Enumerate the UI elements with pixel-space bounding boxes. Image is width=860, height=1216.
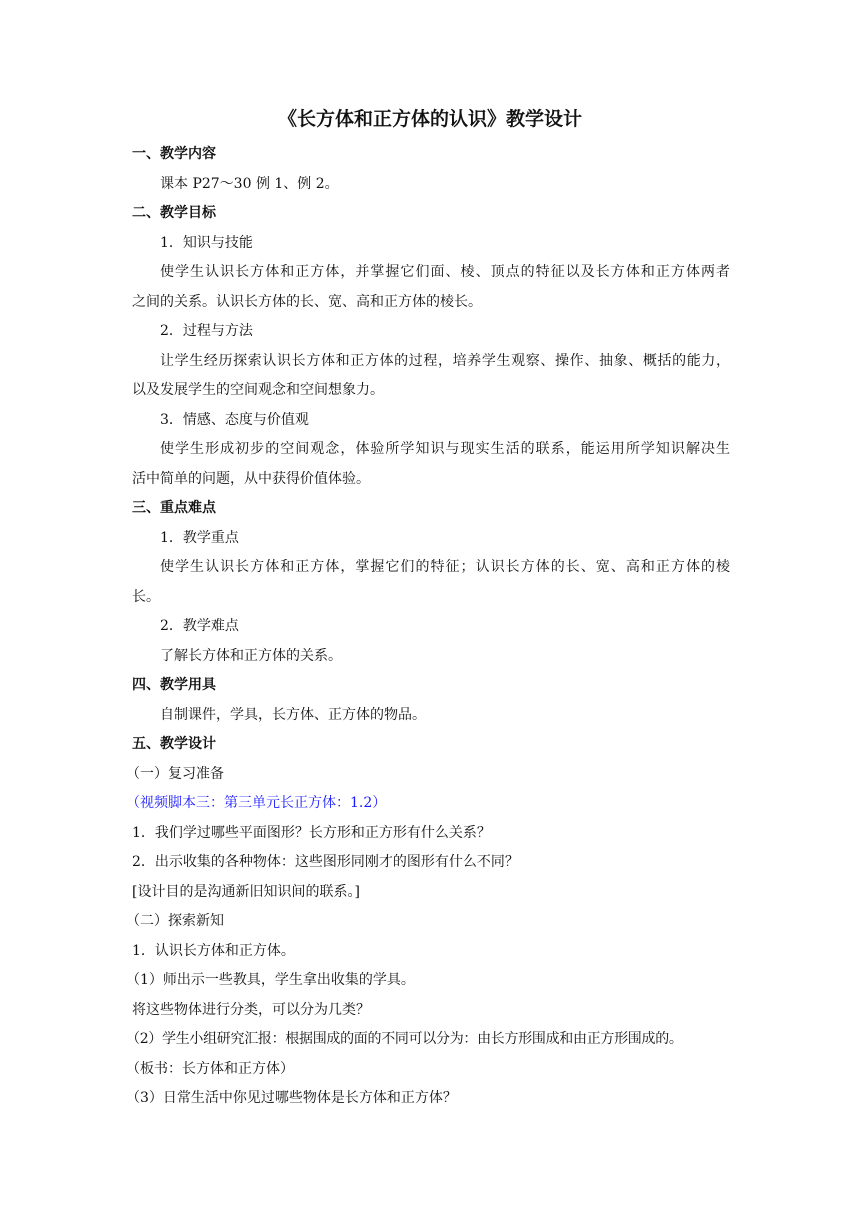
paragraph: （板书：长方体和正方体）	[126, 1061, 294, 1077]
paragraph: 之间的关系。认识长方体的长、宽、高和正方体的棱长。	[132, 294, 482, 310]
paragraph: 1．认识长方体和正方体。	[132, 943, 295, 959]
paragraph: 使学生认识长方体和正方体，掌握它们的特征；认识长方体的长、宽、高和正方体的棱	[160, 559, 730, 575]
paragraph: 让学生经历探索认识长方体和正方体的过程，培养学生观察、操作、抽象、概括的能力，	[160, 353, 730, 369]
paragraph: 使学生认识长方体和正方体，并掌握它们面、棱、顶点的特征以及长方体和正方体两者	[160, 264, 730, 280]
paragraph: （3）日常生活中你见过哪些物体是长方体和正方体？	[126, 1090, 457, 1106]
subheading: （二）探索新知	[126, 913, 224, 929]
paragraph: 以及发展学生的空间观念和空间想象力。	[132, 382, 384, 398]
paragraph: 将这些物体进行分类，可以分为几类？	[132, 1002, 370, 1018]
section-heading-design: 五、教学设计	[132, 736, 216, 752]
section-heading-objectives: 二、教学目标	[132, 205, 216, 221]
section-heading-materials: 四、教学用具	[132, 677, 216, 693]
paragraph: [设计目的是沟通新旧知识间的联系。]	[132, 884, 360, 900]
paragraph: 长。	[132, 589, 160, 605]
section-heading-key-points: 三、重点难点	[132, 500, 216, 516]
paragraph: 课本 P27～30 例 1、例 2。	[160, 176, 339, 192]
video-script-note: （视频脚本三：第三单元长正方体：1.2）	[126, 795, 387, 811]
paragraph: （1）师出示一些教具，学生拿出收集的学具。	[126, 972, 415, 988]
paragraph: 了解长方体和正方体的关系。	[160, 648, 342, 664]
paragraph: 使学生形成初步的空间观念，体验所学知识与现实生活的联系，能运用所学知识解决生	[160, 441, 730, 457]
subheading: 2．教学难点	[160, 618, 239, 634]
paragraph: （2）学生小组研究汇报：根据围成的面的不同可以分为：由长方形围成和由正方形围成的。	[126, 1031, 683, 1047]
paragraph: 自制课件，学具，长方体、正方体的物品。	[160, 707, 426, 723]
section-heading-content: 一、教学内容	[132, 146, 216, 162]
paragraph: 1．我们学过哪些平面图形？长方形和正方形有什么关系？	[132, 825, 491, 841]
subheading: 1．知识与技能	[160, 235, 253, 251]
subheading: 1．教学重点	[160, 530, 239, 546]
paragraph: 活中简单的问题，从中获得价值体验。	[132, 471, 370, 487]
subheading: 2．过程与方法	[160, 323, 253, 339]
subheading: （一）复习准备	[126, 766, 224, 782]
paragraph: 2．出示收集的各种物体：这些图形同刚才的图形有什么不同？	[132, 854, 519, 870]
subheading: 3．情感、态度与价值观	[160, 412, 309, 428]
document-title: 《长方体和正方体的认识》教学设计	[277, 108, 582, 130]
